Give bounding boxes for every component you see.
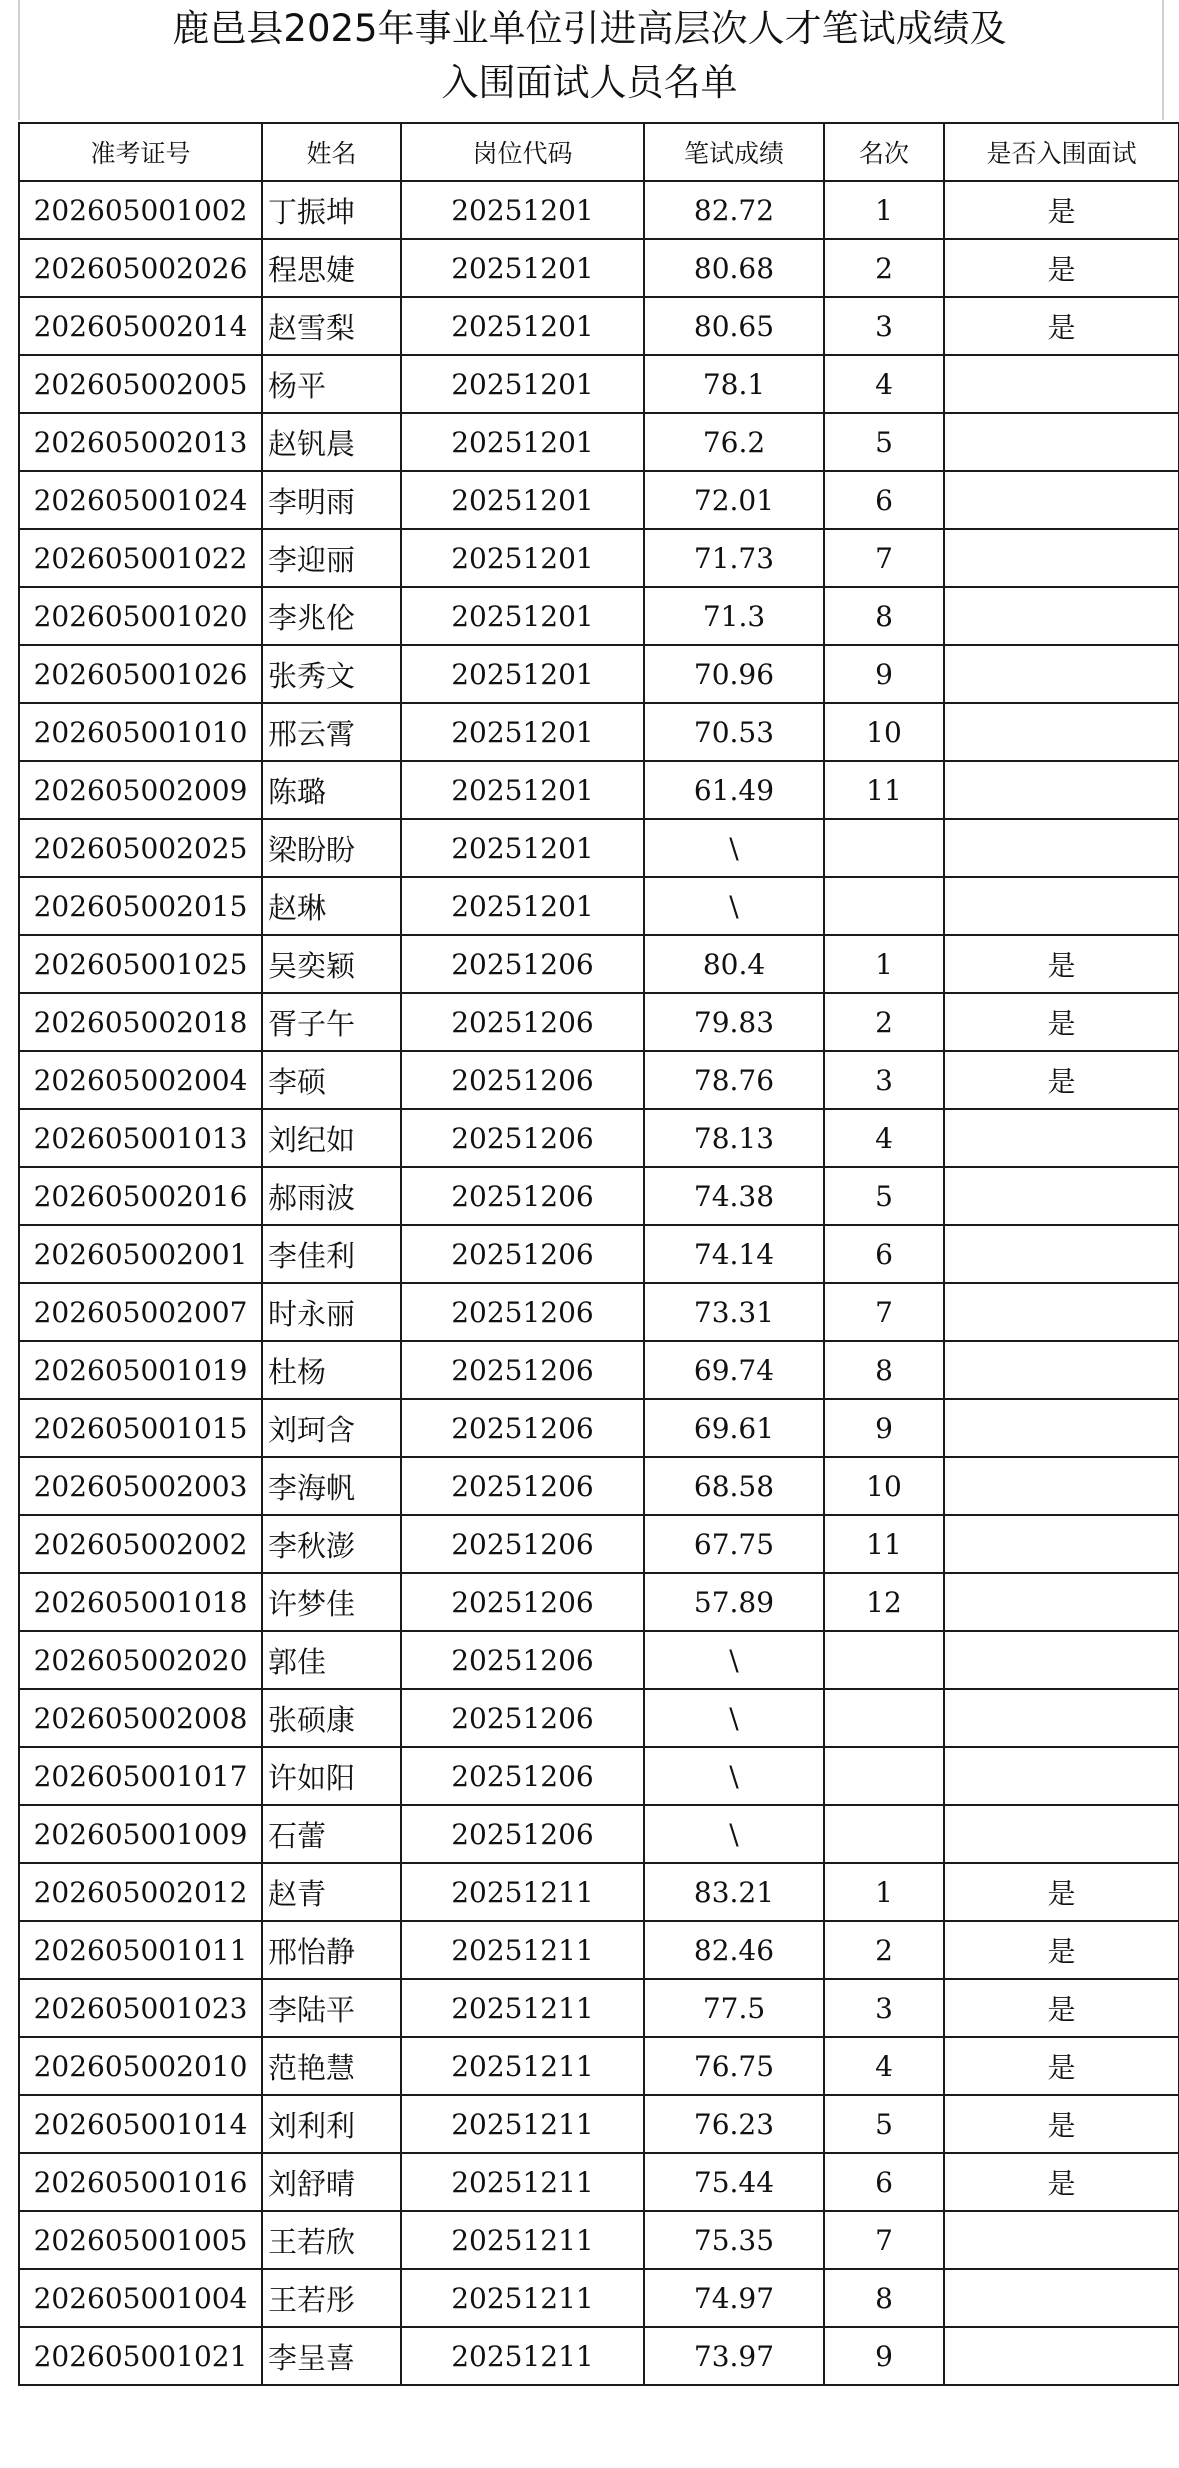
cell-name: 邢云霄	[262, 703, 401, 761]
cell-name: 杨平	[262, 355, 401, 413]
cell-exam-id: 202605001010	[19, 703, 262, 761]
cell-rank	[824, 1747, 944, 1805]
cell-position-code: 20251201	[401, 819, 644, 877]
cell-exam-id: 202605001013	[19, 1109, 262, 1167]
cell-interview-status: 是	[944, 993, 1179, 1051]
cell-position-code: 20251206	[401, 1225, 644, 1283]
cell-position-code: 20251201	[401, 471, 644, 529]
cell-exam-id: 202605001020	[19, 587, 262, 645]
cell-written-score: 76.75	[644, 2037, 824, 2095]
table-row	[19, 2153, 1179, 2211]
cell-position-code: 20251206	[401, 1341, 644, 1399]
cell-exam-id: 202605002002	[19, 1515, 262, 1573]
cell-rank: 7	[824, 529, 944, 587]
cell-written-score: 69.74	[644, 1341, 824, 1399]
cell-exam-id: 202605002001	[19, 1225, 262, 1283]
cell-written-score: 78.1	[644, 355, 824, 413]
cell-rank	[824, 1689, 944, 1747]
cell-interview-status: 是	[944, 297, 1179, 355]
table-row	[19, 2211, 1179, 2269]
cell-rank: 4	[824, 355, 944, 413]
cell-written-score: 76.2	[644, 413, 824, 471]
cell-rank: 8	[824, 1341, 944, 1399]
cell-interview-status	[944, 1689, 1179, 1747]
cell-interview-status	[944, 471, 1179, 529]
table-row	[19, 413, 1179, 471]
cell-name: 杜杨	[262, 1341, 401, 1399]
cell-exam-id: 202605001022	[19, 529, 262, 587]
table-row	[19, 1979, 1179, 2037]
cell-exam-id: 202605002026	[19, 239, 262, 297]
cell-position-code: 20251201	[401, 355, 644, 413]
cell-rank: 8	[824, 587, 944, 645]
table-row	[19, 239, 1179, 297]
table-row	[19, 2327, 1179, 2385]
cell-exam-id: 202605001024	[19, 471, 262, 529]
cell-written-score: \	[644, 819, 824, 877]
cell-position-code: 20251211	[401, 2327, 644, 2385]
cell-interview-status	[944, 645, 1179, 703]
cell-written-score: 74.97	[644, 2269, 824, 2327]
cell-interview-status	[944, 1341, 1179, 1399]
cell-name: 李迎丽	[262, 529, 401, 587]
table-row	[19, 355, 1179, 413]
cell-name: 刘舒晴	[262, 2153, 401, 2211]
cell-rank: 4	[824, 2037, 944, 2095]
cell-interview-status	[944, 1399, 1179, 1457]
table-row	[19, 1341, 1179, 1399]
cell-rank: 9	[824, 645, 944, 703]
cell-position-code: 20251201	[401, 181, 644, 239]
cell-name: 邢怡静	[262, 1921, 401, 1979]
cell-rank	[824, 877, 944, 935]
cell-rank: 2	[824, 239, 944, 297]
cell-position-code: 20251211	[401, 1979, 644, 2037]
cell-interview-status	[944, 703, 1179, 761]
cell-position-code: 20251201	[401, 297, 644, 355]
cell-position-code: 20251206	[401, 1283, 644, 1341]
cell-name: 李明雨	[262, 471, 401, 529]
cell-position-code: 20251206	[401, 1747, 644, 1805]
cell-position-code: 20251206	[401, 1573, 644, 1631]
cell-rank: 3	[824, 1051, 944, 1109]
score-table	[18, 122, 1179, 2386]
cell-exam-id: 202605002010	[19, 2037, 262, 2095]
cell-exam-id: 202605002025	[19, 819, 262, 877]
cell-rank: 10	[824, 703, 944, 761]
cell-interview-status	[944, 1515, 1179, 1573]
cell-exam-id: 202605002004	[19, 1051, 262, 1109]
cell-rank: 7	[824, 1283, 944, 1341]
cell-interview-status	[944, 819, 1179, 877]
cell-interview-status: 是	[944, 935, 1179, 993]
cell-position-code: 20251206	[401, 1515, 644, 1573]
cell-position-code: 20251211	[401, 1863, 644, 1921]
cell-written-score: 80.65	[644, 297, 824, 355]
cell-written-score: \	[644, 1689, 824, 1747]
cell-position-code: 20251201	[401, 703, 644, 761]
cell-written-score: 68.58	[644, 1457, 824, 1515]
cell-rank: 3	[824, 1979, 944, 2037]
cell-name: 李兆伦	[262, 587, 401, 645]
table-body	[19, 181, 1179, 2385]
cell-interview-status: 是	[944, 2095, 1179, 2153]
table-row	[19, 1283, 1179, 1341]
title-line-2: 入围面试人员名单	[441, 61, 738, 104]
cell-name: 赵雪梨	[262, 297, 401, 355]
cell-name: 李呈喜	[262, 2327, 401, 2385]
cell-exam-id: 202605001018	[19, 1573, 262, 1631]
table-row	[19, 1747, 1179, 1805]
cell-exam-id: 202605002005	[19, 355, 262, 413]
cell-written-score: 74.38	[644, 1167, 824, 1225]
header-interview-status: 是否入围面试	[944, 123, 1179, 181]
cell-exam-id: 202605001019	[19, 1341, 262, 1399]
cell-position-code: 20251206	[401, 1631, 644, 1689]
cell-interview-status	[944, 413, 1179, 471]
header-rank: 名次	[824, 123, 944, 181]
table-row	[19, 181, 1179, 239]
cell-exam-id: 202605001005	[19, 2211, 262, 2269]
cell-exam-id: 202605001011	[19, 1921, 262, 1979]
cell-name: 李海帆	[262, 1457, 401, 1515]
table-row	[19, 645, 1179, 703]
cell-interview-status	[944, 529, 1179, 587]
cell-name: 赵琳	[262, 877, 401, 935]
table-row	[19, 2095, 1179, 2153]
cell-rank: 3	[824, 297, 944, 355]
cell-name: 丁振坤	[262, 181, 401, 239]
cell-position-code: 20251211	[401, 2211, 644, 2269]
cell-rank: 5	[824, 413, 944, 471]
cell-rank: 4	[824, 1109, 944, 1167]
cell-position-code: 20251206	[401, 935, 644, 993]
cell-interview-status	[944, 877, 1179, 935]
cell-exam-id: 202605001015	[19, 1399, 262, 1457]
cell-name: 李陆平	[262, 1979, 401, 2037]
cell-name: 王若彤	[262, 2269, 401, 2327]
cell-exam-id: 202605002009	[19, 761, 262, 819]
cell-exam-id: 202605002016	[19, 1167, 262, 1225]
cell-exam-id: 202605001023	[19, 1979, 262, 2037]
cell-exam-id: 202605001002	[19, 181, 262, 239]
cell-written-score: 78.13	[644, 1109, 824, 1167]
cell-name: 张秀文	[262, 645, 401, 703]
cell-position-code: 20251201	[401, 413, 644, 471]
cell-name: 郝雨波	[262, 1167, 401, 1225]
cell-written-score: 70.96	[644, 645, 824, 703]
table-row	[19, 1109, 1179, 1167]
header-name: 姓名	[262, 123, 401, 181]
cell-name: 郭佳	[262, 1631, 401, 1689]
cell-interview-status: 是	[944, 2037, 1179, 2095]
cell-interview-status	[944, 2211, 1179, 2269]
table-row	[19, 703, 1179, 761]
cell-interview-status: 是	[944, 1979, 1179, 2037]
cell-name: 程思婕	[262, 239, 401, 297]
cell-name: 刘利利	[262, 2095, 401, 2153]
cell-rank: 1	[824, 1863, 944, 1921]
cell-written-score: 78.76	[644, 1051, 824, 1109]
cell-exam-id: 202605001025	[19, 935, 262, 993]
cell-interview-status	[944, 761, 1179, 819]
table-row	[19, 2037, 1179, 2095]
cell-interview-status: 是	[944, 239, 1179, 297]
cell-exam-id: 202605001026	[19, 645, 262, 703]
cell-name: 李秋澎	[262, 1515, 401, 1573]
cell-interview-status: 是	[944, 2153, 1179, 2211]
cell-exam-id: 202605001004	[19, 2269, 262, 2327]
table-row	[19, 877, 1179, 935]
cell-written-score: 67.75	[644, 1515, 824, 1573]
cell-exam-id: 202605002020	[19, 1631, 262, 1689]
cell-name: 赵青	[262, 1863, 401, 1921]
cell-position-code: 20251206	[401, 1805, 644, 1863]
cell-rank	[824, 1805, 944, 1863]
table-row	[19, 935, 1179, 993]
cell-name: 陈璐	[262, 761, 401, 819]
cell-name: 许如阳	[262, 1747, 401, 1805]
cell-interview-status: 是	[944, 1921, 1179, 1979]
cell-position-code: 20251201	[401, 529, 644, 587]
cell-exam-id: 202605001016	[19, 2153, 262, 2211]
cell-exam-id: 202605002012	[19, 1863, 262, 1921]
cell-name: 时永丽	[262, 1283, 401, 1341]
cell-position-code: 20251211	[401, 2037, 644, 2095]
cell-written-score: 72.01	[644, 471, 824, 529]
cell-exam-id: 202605002013	[19, 413, 262, 471]
cell-position-code: 20251211	[401, 2095, 644, 2153]
cell-written-score: \	[644, 1805, 824, 1863]
cell-interview-status: 是	[944, 1051, 1179, 1109]
cell-exam-id: 202605002018	[19, 993, 262, 1051]
cell-position-code: 20251201	[401, 587, 644, 645]
table-row	[19, 993, 1179, 1051]
cell-written-score: 82.46	[644, 1921, 824, 1979]
cell-written-score: 80.4	[644, 935, 824, 993]
cell-interview-status	[944, 1747, 1179, 1805]
cell-name: 赵钒晨	[262, 413, 401, 471]
cell-rank	[824, 1631, 944, 1689]
cell-written-score: 71.3	[644, 587, 824, 645]
cell-exam-id: 202605001021	[19, 2327, 262, 2385]
cell-written-score: 80.68	[644, 239, 824, 297]
cell-rank: 6	[824, 1225, 944, 1283]
cell-rank: 8	[824, 2269, 944, 2327]
cell-position-code: 20251201	[401, 761, 644, 819]
cell-rank: 9	[824, 1399, 944, 1457]
cell-name: 石蕾	[262, 1805, 401, 1863]
cell-interview-status	[944, 1109, 1179, 1167]
cell-position-code: 20251206	[401, 1051, 644, 1109]
table-row	[19, 1457, 1179, 1515]
cell-written-score: \	[644, 1747, 824, 1805]
cell-written-score: 73.97	[644, 2327, 824, 2385]
document-title	[0, 0, 1179, 120]
table-row	[19, 819, 1179, 877]
cell-exam-id: 202605002003	[19, 1457, 262, 1515]
cell-rank	[824, 819, 944, 877]
cell-name: 李硕	[262, 1051, 401, 1109]
cell-written-score: 76.23	[644, 2095, 824, 2153]
cell-rank: 1	[824, 935, 944, 993]
cell-position-code: 20251206	[401, 1689, 644, 1747]
table-row	[19, 1399, 1179, 1457]
cell-written-score: 75.35	[644, 2211, 824, 2269]
cell-exam-id: 202605002015	[19, 877, 262, 935]
cell-written-score: 77.5	[644, 1979, 824, 2037]
cell-position-code: 20251201	[401, 239, 644, 297]
cell-interview-status	[944, 1225, 1179, 1283]
cell-exam-id: 202605001014	[19, 2095, 262, 2153]
cell-written-score: \	[644, 1631, 824, 1689]
title-line-1: 鹿邑县2025年事业单位引进高层次人才笔试成绩及	[172, 7, 1007, 50]
cell-interview-status	[944, 355, 1179, 413]
cell-written-score: 83.21	[644, 1863, 824, 1921]
cell-interview-status	[944, 2269, 1179, 2327]
cell-rank: 9	[824, 2327, 944, 2385]
cell-rank: 2	[824, 993, 944, 1051]
cell-position-code: 20251211	[401, 1921, 644, 1979]
cell-interview-status	[944, 1283, 1179, 1341]
cell-rank: 7	[824, 2211, 944, 2269]
cell-exam-id: 202605002007	[19, 1283, 262, 1341]
cell-position-code: 20251206	[401, 1457, 644, 1515]
table-row	[19, 587, 1179, 645]
table-row	[19, 529, 1179, 587]
cell-name: 梁盼盼	[262, 819, 401, 877]
table-row	[19, 1573, 1179, 1631]
cell-position-code: 20251206	[401, 993, 644, 1051]
cell-written-score: 61.49	[644, 761, 824, 819]
cell-written-score: 74.14	[644, 1225, 824, 1283]
cell-name: 胥子午	[262, 993, 401, 1051]
cell-rank: 1	[824, 181, 944, 239]
table-row	[19, 1515, 1179, 1573]
header-exam-id: 准考证号	[19, 123, 262, 181]
cell-rank: 6	[824, 471, 944, 529]
cell-position-code: 20251201	[401, 645, 644, 703]
cell-rank: 11	[824, 761, 944, 819]
cell-position-code: 20251206	[401, 1167, 644, 1225]
cell-interview-status: 是	[944, 1863, 1179, 1921]
cell-interview-status	[944, 1805, 1179, 1863]
cell-written-score: \	[644, 877, 824, 935]
cell-written-score: 69.61	[644, 1399, 824, 1457]
table-row	[19, 1051, 1179, 1109]
cell-position-code: 20251206	[401, 1399, 644, 1457]
cell-written-score: 71.73	[644, 529, 824, 587]
cell-written-score: 79.83	[644, 993, 824, 1051]
cell-position-code: 20251206	[401, 1109, 644, 1167]
cell-interview-status	[944, 1631, 1179, 1689]
cell-interview-status	[944, 2327, 1179, 2385]
cell-rank: 5	[824, 2095, 944, 2153]
cell-name: 刘珂含	[262, 1399, 401, 1457]
cell-rank: 6	[824, 2153, 944, 2211]
header-written-score: 笔试成绩	[644, 123, 824, 181]
cell-position-code: 20251211	[401, 2153, 644, 2211]
cell-name: 范艳慧	[262, 2037, 401, 2095]
table-row	[19, 1921, 1179, 1979]
cell-rank: 2	[824, 1921, 944, 1979]
cell-interview-status: 是	[944, 181, 1179, 239]
cell-exam-id: 202605001009	[19, 1805, 262, 1863]
cell-exam-id: 202605001017	[19, 1747, 262, 1805]
header-position-code: 岗位代码	[401, 123, 644, 181]
table-row	[19, 1225, 1179, 1283]
cell-rank: 11	[824, 1515, 944, 1573]
cell-name: 刘纪如	[262, 1109, 401, 1167]
cell-written-score: 70.53	[644, 703, 824, 761]
cell-written-score: 57.89	[644, 1573, 824, 1631]
cell-interview-status	[944, 1573, 1179, 1631]
cell-name: 王若欣	[262, 2211, 401, 2269]
table-row	[19, 1863, 1179, 1921]
table-row	[19, 471, 1179, 529]
table-row	[19, 1805, 1179, 1863]
cell-position-code: 20251201	[401, 877, 644, 935]
table-row	[19, 297, 1179, 355]
cell-written-score: 75.44	[644, 2153, 824, 2211]
table-row	[19, 1689, 1179, 1747]
table-row	[19, 2269, 1179, 2327]
cell-written-score: 82.72	[644, 181, 824, 239]
cell-interview-status	[944, 1167, 1179, 1225]
cell-rank: 12	[824, 1573, 944, 1631]
cell-rank: 10	[824, 1457, 944, 1515]
table-row	[19, 1631, 1179, 1689]
cell-position-code: 20251211	[401, 2269, 644, 2327]
cell-name: 张硕康	[262, 1689, 401, 1747]
table-row	[19, 1167, 1179, 1225]
cell-interview-status	[944, 587, 1179, 645]
cell-exam-id: 202605002014	[19, 297, 262, 355]
cell-rank: 5	[824, 1167, 944, 1225]
cell-name: 李佳利	[262, 1225, 401, 1283]
cell-name: 吴奕颖	[262, 935, 401, 993]
cell-written-score: 73.31	[644, 1283, 824, 1341]
table-row	[19, 761, 1179, 819]
cell-exam-id: 202605002008	[19, 1689, 262, 1747]
cell-name: 许梦佳	[262, 1573, 401, 1631]
cell-interview-status	[944, 1457, 1179, 1515]
table-header-row	[19, 123, 1179, 181]
